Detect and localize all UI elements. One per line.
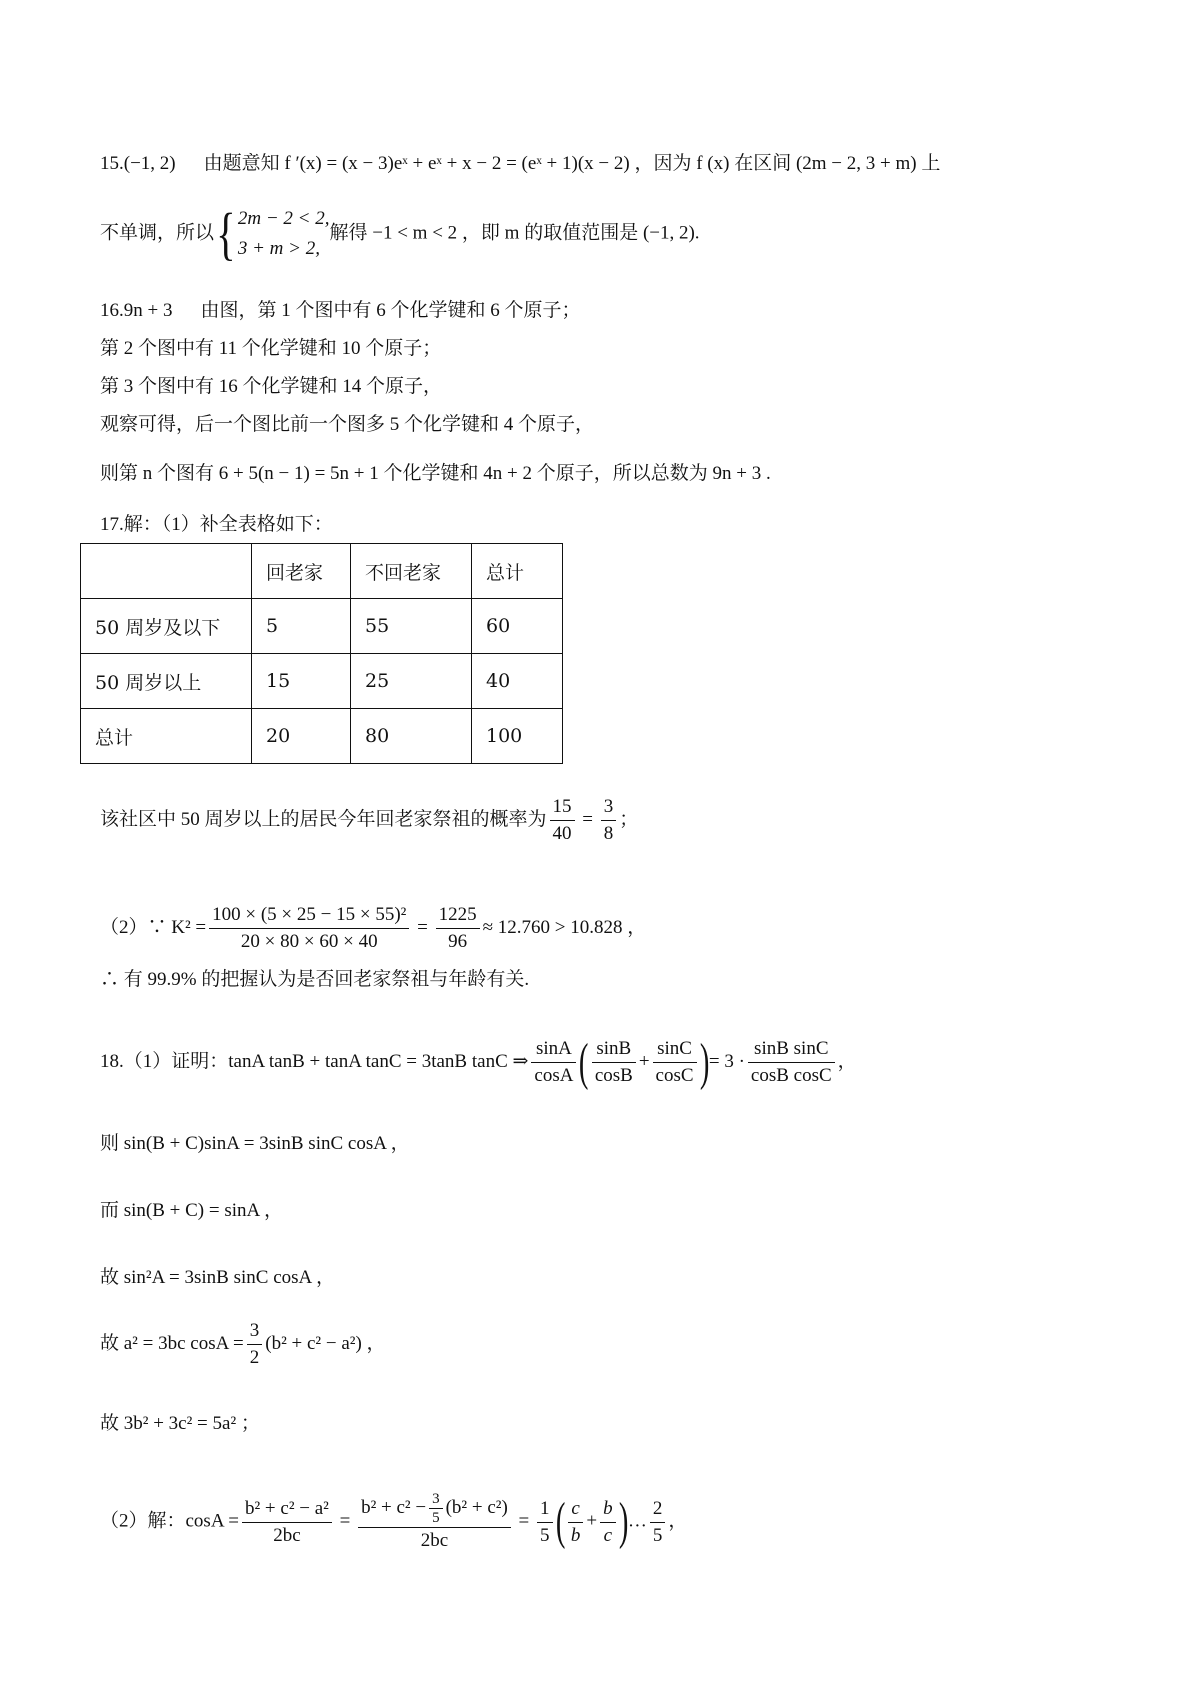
fraction bbox=[429, 1490, 443, 1527]
fraction bbox=[650, 1496, 666, 1549]
fraction-denominator: cosB bbox=[594, 1065, 633, 1086]
table-row bbox=[81, 599, 563, 654]
q18-p1-prefix: 18.（1）证明：tanA tanB + tanA tanC = 3tanB tanC ⇒ bbox=[100, 1050, 529, 1072]
fraction-denominator: cosC bbox=[655, 1065, 694, 1086]
q15-system-row1: 2m − 2 < 2, bbox=[237, 208, 330, 229]
fraction bbox=[550, 794, 575, 847]
numerator-part: b² + c² − bbox=[361, 1496, 427, 1518]
left-brace: { bbox=[216, 201, 236, 266]
q16-line4: 观察可得，后一个图比前一个图多 5 个化学键和 4 个原子， bbox=[100, 414, 595, 435]
q18-part2: （2）解：cosA = $\frac{\text{b² + c² − a²}}{2bc}$ = b² + c² − $\frac{3}{5}$ (b² + c²) 2bc = $\frac{1}{5}$ ( $\frac{c}{b}$ + $\frac{b}{c}$ )… $\frac{2}{5}$ ， bbox=[100, 1490, 687, 1554]
q18-l5-suffix: (b² + c² − a²) ， bbox=[265, 1332, 386, 1354]
fraction bbox=[436, 902, 480, 955]
fraction-numerator: sinA bbox=[531, 1036, 576, 1063]
table-cell: 总计 bbox=[81, 709, 252, 764]
q15-inequality-system bbox=[238, 204, 330, 264]
fraction-numerator: b bbox=[600, 1496, 616, 1523]
fraction-denominator: 96 bbox=[448, 931, 468, 952]
fraction-denominator: 8 bbox=[603, 823, 614, 844]
k2-suffix: ≈ 12.760 > 10.828 ， bbox=[482, 916, 647, 938]
fraction-numerator: 1225 bbox=[436, 902, 480, 929]
q15-number: 15. bbox=[100, 153, 124, 174]
table-cell: 100 bbox=[472, 709, 563, 764]
fraction-numerator: 100 × (5 × 25 − 15 × 55)² bbox=[209, 902, 409, 929]
fraction bbox=[537, 1496, 553, 1549]
table-cell: 25 bbox=[351, 654, 472, 709]
q18-l5-prefix: 故 a² = 3bc cosA = bbox=[100, 1332, 244, 1354]
fraction-numerator: sinB bbox=[592, 1036, 636, 1063]
table-row bbox=[81, 709, 563, 764]
fraction-numerator: 3 bbox=[247, 1318, 263, 1345]
fraction bbox=[247, 1318, 263, 1371]
table-cell: 5 bbox=[252, 599, 351, 654]
table-cell: 55 bbox=[351, 599, 472, 654]
q15-derivation: 由题意知 f ′(x) = (x − 3)eˣ + eˣ + x − 2 = (eˣ + 1)(x − 2) ，因为 f (x) 在区间 (2m − 2, 3 + m) 上 bbox=[203, 153, 941, 174]
q16-line2: 第 2 个图中有 11 个化学键和 10 个原子； bbox=[100, 338, 442, 359]
fraction-denominator: c bbox=[603, 1524, 613, 1546]
fraction bbox=[748, 1036, 835, 1089]
fraction bbox=[601, 794, 617, 847]
fraction-numerator: b² + c² − a² bbox=[242, 1496, 332, 1523]
left-paren: ( bbox=[579, 1033, 589, 1091]
q18-part1-line1: 18.（1）证明：tanA tanB + tanA tanC = 3tanB tanC ⇒ $\frac{\sin A}{\cos A}$ ( $\frac{\sin B}{\cos B}$ + $\frac{\sin C}{\cos C}$ )= 3 · $\frac{\text{sinB sinC}}{\text{cosB cosC}}$ ， bbox=[100, 1033, 857, 1091]
fraction bbox=[531, 1036, 576, 1089]
fraction-numerator: sinC bbox=[653, 1036, 697, 1063]
numerator-part: (b² + c²) bbox=[445, 1496, 508, 1518]
survey-table bbox=[80, 543, 563, 764]
table-header-cell: 回老家 bbox=[252, 544, 351, 599]
fraction-numerator: 2 bbox=[650, 1496, 666, 1523]
table-row bbox=[81, 654, 563, 709]
table-header-cell: 总计 bbox=[472, 544, 563, 599]
fraction-denominator: 5 bbox=[652, 1524, 663, 1546]
fraction bbox=[209, 902, 409, 955]
q18-line5 bbox=[100, 1318, 386, 1371]
q15-line2 bbox=[100, 201, 700, 266]
fraction-denominator: 2 bbox=[249, 1347, 260, 1368]
fraction bbox=[600, 1496, 616, 1549]
fraction-denominator: 2bc bbox=[420, 1530, 449, 1551]
fraction-denominator: cosB cosC bbox=[750, 1065, 832, 1086]
left-paren: ( bbox=[555, 1493, 565, 1550]
fraction-numerator: c bbox=[568, 1496, 584, 1523]
fraction-numerator: 3 bbox=[429, 1490, 443, 1509]
fraction-denominator: 5 bbox=[540, 1524, 550, 1546]
fraction bbox=[568, 1496, 584, 1549]
k2-prefix: （2）∵ K² = bbox=[100, 916, 207, 938]
right-paren: ) bbox=[699, 1033, 709, 1091]
table-header-cell bbox=[81, 544, 252, 599]
q18-p2-prefix: （2）解：cosA = bbox=[100, 1510, 239, 1532]
fraction-denominator: 2bc bbox=[273, 1524, 301, 1546]
fraction bbox=[592, 1036, 636, 1089]
q16-line3: 第 3 个图中有 16 个化学键和 14 个原子， bbox=[100, 376, 443, 397]
q18-line3: 而 sin(B + C) = sinA ， bbox=[100, 1200, 283, 1221]
q15-line2-prefix: 不单调，所以 bbox=[100, 222, 215, 244]
fraction-numerator: 15 bbox=[550, 794, 575, 821]
q16-line5: 则第 n 个图有 6 + 5(n − 1) = 5n + 1 个化学键和 4n + 2 个原子，所以总数为 9n + 3 . bbox=[100, 463, 771, 484]
fraction-numerator: sinB sinC bbox=[748, 1036, 835, 1063]
fraction-denominator: 5 bbox=[432, 1510, 440, 1526]
q15-line1 bbox=[100, 150, 940, 178]
q18-line4: 故 sin²A = 3sinB sinC cosA ， bbox=[100, 1267, 335, 1288]
right-paren: ) bbox=[618, 1493, 628, 1550]
fraction bbox=[653, 1036, 697, 1089]
table-cell: 80 bbox=[351, 709, 472, 764]
fraction-numerator bbox=[358, 1490, 511, 1528]
table-cell: 50 周岁以上 bbox=[81, 654, 252, 709]
q18-line6: 故 3b² + 3c² = 5a² ； bbox=[100, 1413, 260, 1434]
ellipsis: … bbox=[627, 1510, 647, 1532]
fraction-numerator: 3 bbox=[601, 794, 617, 821]
table-header-row bbox=[81, 544, 563, 599]
punctuation: ； bbox=[619, 808, 639, 830]
q15-line2-suffix: 解得 −1 < m < 2 ，即 m 的取值范围是 (−1, 2). bbox=[329, 222, 700, 244]
q17-probability-line: 该社区中 50 周岁以上的居民今年回老家祭祖的概率为 $\frac{15}{40}$ = $\frac{3}{8}$ ； bbox=[100, 794, 638, 847]
probability-text: 该社区中 50 周岁以上的居民今年回老家祭祖的概率为 bbox=[100, 808, 547, 830]
table-cell: 60 bbox=[472, 599, 563, 654]
fraction-denominator: 40 bbox=[552, 823, 572, 844]
fraction-denominator: 20 × 80 × 60 × 40 bbox=[240, 931, 378, 952]
fraction bbox=[358, 1490, 511, 1554]
q17-intro: 17.解：（1）补全表格如下： bbox=[100, 514, 333, 535]
q16-answer: 16.9n + 3 bbox=[100, 300, 173, 321]
q17-conclusion: ∴ 有 99.9% 的把握认为是否回老家祭祖与年龄有关. bbox=[100, 969, 530, 990]
fraction-denominator: b bbox=[570, 1524, 581, 1546]
table-cell: 50 周岁及以下 bbox=[81, 599, 252, 654]
table-cell: 15 bbox=[252, 654, 351, 709]
q15-system-row2: 3 + m > 2, bbox=[237, 238, 320, 259]
q16-text-1: 由图，第 1 个图中有 6 个化学键和 6 个原子； bbox=[200, 300, 581, 321]
q18-line2: 则 sin(B + C)sinA = 3sinB sinC cosA ， bbox=[100, 1133, 410, 1154]
fraction-numerator: 1 bbox=[537, 1496, 553, 1523]
table-cell: 20 bbox=[252, 709, 351, 764]
q17-chi-square-line: （2）∵ K² = $\frac{\text{100 × (5 × 25 − 15 × 55)²}}{20 \times 80 \times 60 \times 40}$ = $\frac{1225}{96}$ ≈ 12.760 > 10.828 ， bbox=[100, 902, 646, 955]
table-header-cell: 不回老家 bbox=[351, 544, 472, 599]
q15-answer: (−1, 2) bbox=[123, 153, 176, 174]
q18-eq3: = 3 · bbox=[708, 1050, 745, 1072]
table-cell: 40 bbox=[472, 654, 563, 709]
q16-line1 bbox=[100, 297, 580, 325]
punctuation: ， bbox=[668, 1510, 688, 1532]
fraction bbox=[242, 1496, 332, 1549]
fraction-denominator: cosA bbox=[534, 1065, 574, 1086]
